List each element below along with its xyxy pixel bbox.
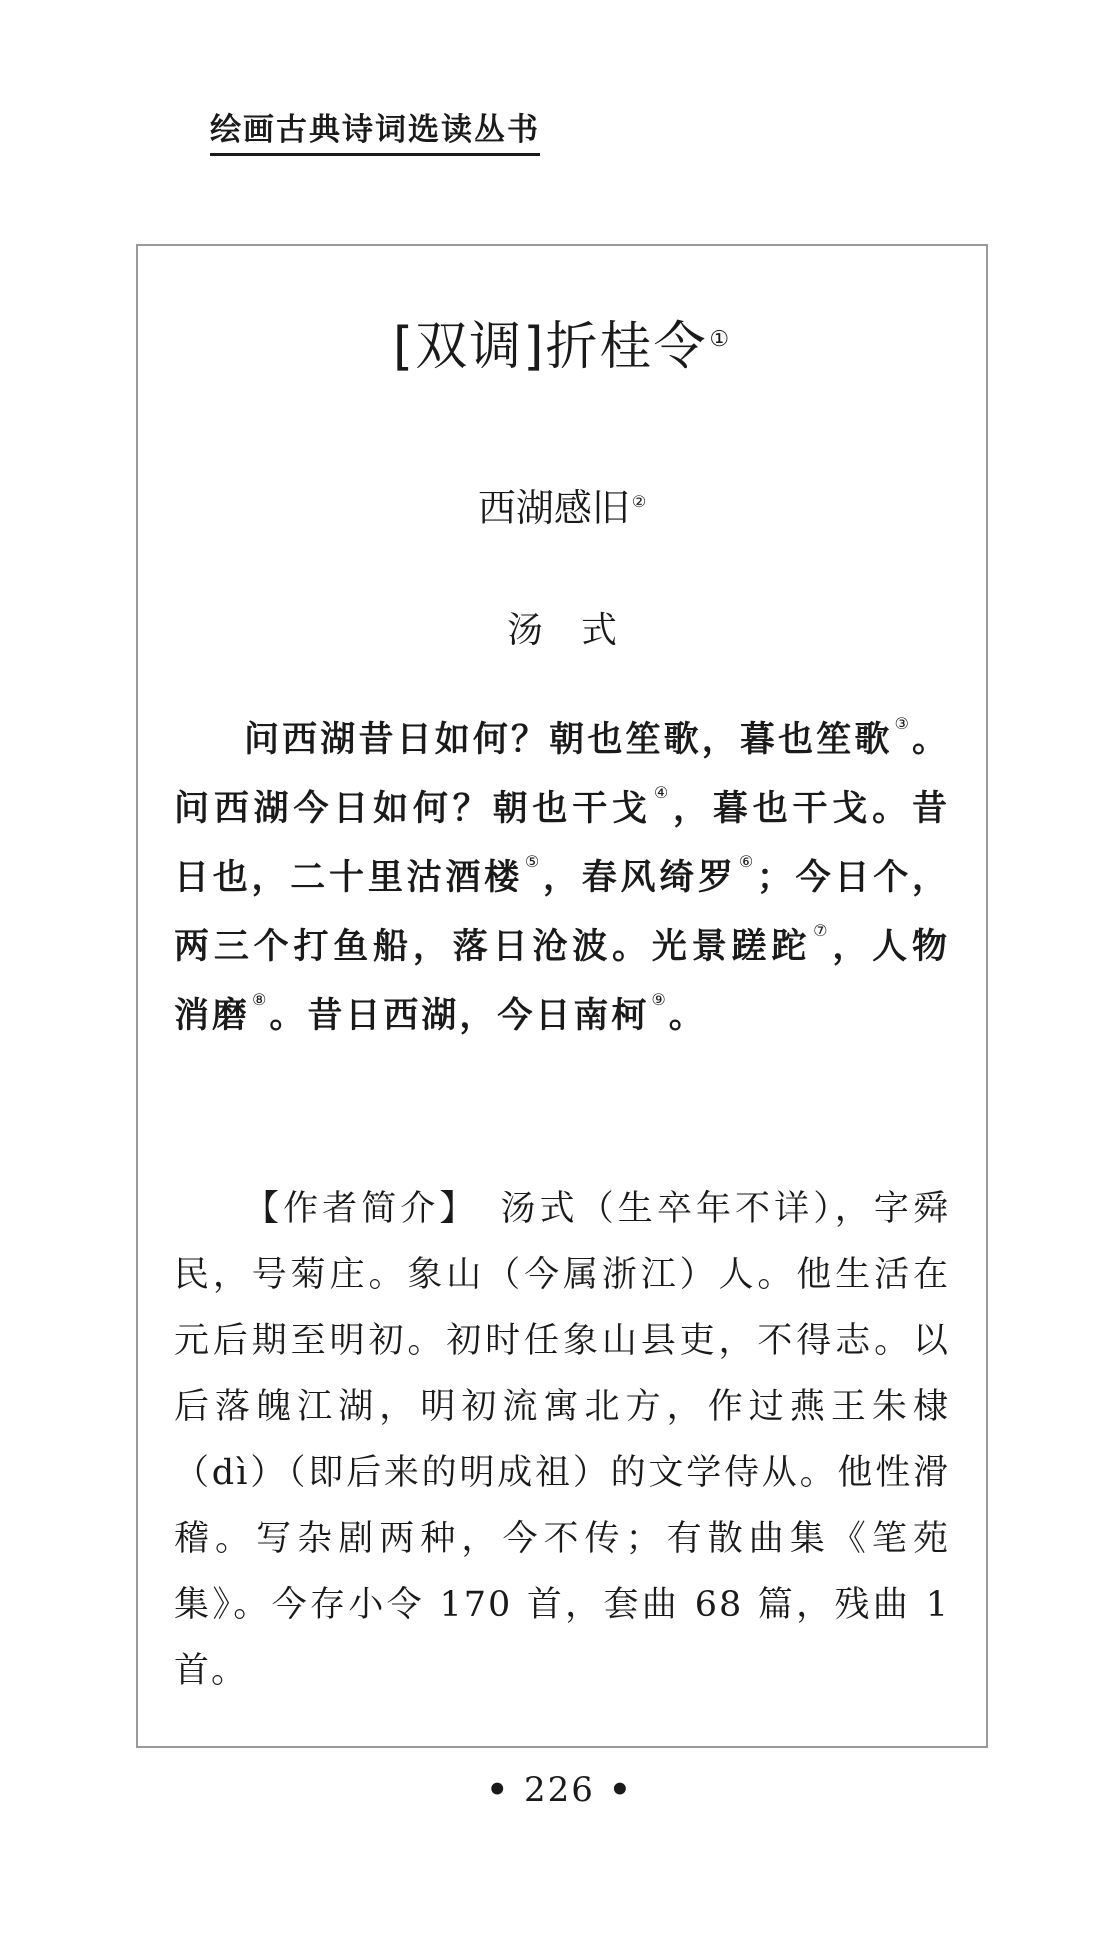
poem-segment: ，暮也干戈。昔日也，二十里沽酒楼 xyxy=(174,789,950,898)
poem-author: 汤式 xyxy=(506,610,655,651)
footnote-marker: ⑤ xyxy=(524,852,543,871)
footnote-marker: ⑥ xyxy=(738,852,757,871)
bullet-icon: • xyxy=(486,1770,511,1810)
poem-title xyxy=(138,316,986,378)
poem-segment: ；今日个，两三个打鱼船，落日沧波。光景蹉跎 xyxy=(174,858,950,967)
poem-segment: ，人物消磨 xyxy=(174,927,950,1036)
page-footer xyxy=(0,1770,1119,1810)
poem-segment: 。问西湖今日如何？朝也干戈 xyxy=(174,720,950,829)
poem-segment: 。 xyxy=(668,996,707,1036)
footnote-marker: ⑦ xyxy=(813,921,833,940)
poem-title-text: [双调]折桂令 xyxy=(392,317,708,377)
bullet-icon: • xyxy=(608,1770,633,1810)
author-bio xyxy=(174,1176,950,1704)
poem-segment: ，春风绮罗 xyxy=(542,858,737,898)
poem-subtitle-text: 西湖感旧 xyxy=(477,486,630,530)
footnote-marker: ⑧ xyxy=(252,990,270,1009)
footnote-marker: ① xyxy=(709,326,732,352)
poem-subtitle xyxy=(138,486,986,532)
poem-segment: 。昔日西湖，今日南柯 xyxy=(269,996,650,1036)
footnote-marker: ② xyxy=(631,492,647,512)
footnote-marker: ⑨ xyxy=(651,990,669,1009)
poem-body xyxy=(174,706,950,1051)
bio-text: 汤式（生卒年不详），字舜民，号菊庄。象山（今属浙江）人。他生活在元后期至明初。初时任象山县吏，不得志。以后落魄江湖，明初流寓北方，作过燕王朱棣（dì）（即后来的明成祖）的文学侍从。他性滑稽。写杂剧两种，今不传；有散曲集《笔苑集》。今存小令 170 首，套曲 68 篇，残曲 1 首。 xyxy=(174,1189,950,1691)
poem-segment: 问西湖昔日如何？朝也笙歌，暮也笙歌 xyxy=(244,720,893,760)
footnote-marker: ④ xyxy=(653,783,674,802)
footnote-marker: ③ xyxy=(894,714,912,733)
page-number: 226 xyxy=(524,1770,595,1810)
bio-label: 【作者简介】 xyxy=(244,1189,479,1229)
series-title: 绘画古典诗词选读丛书 xyxy=(210,112,540,156)
content-frame xyxy=(136,244,988,1748)
